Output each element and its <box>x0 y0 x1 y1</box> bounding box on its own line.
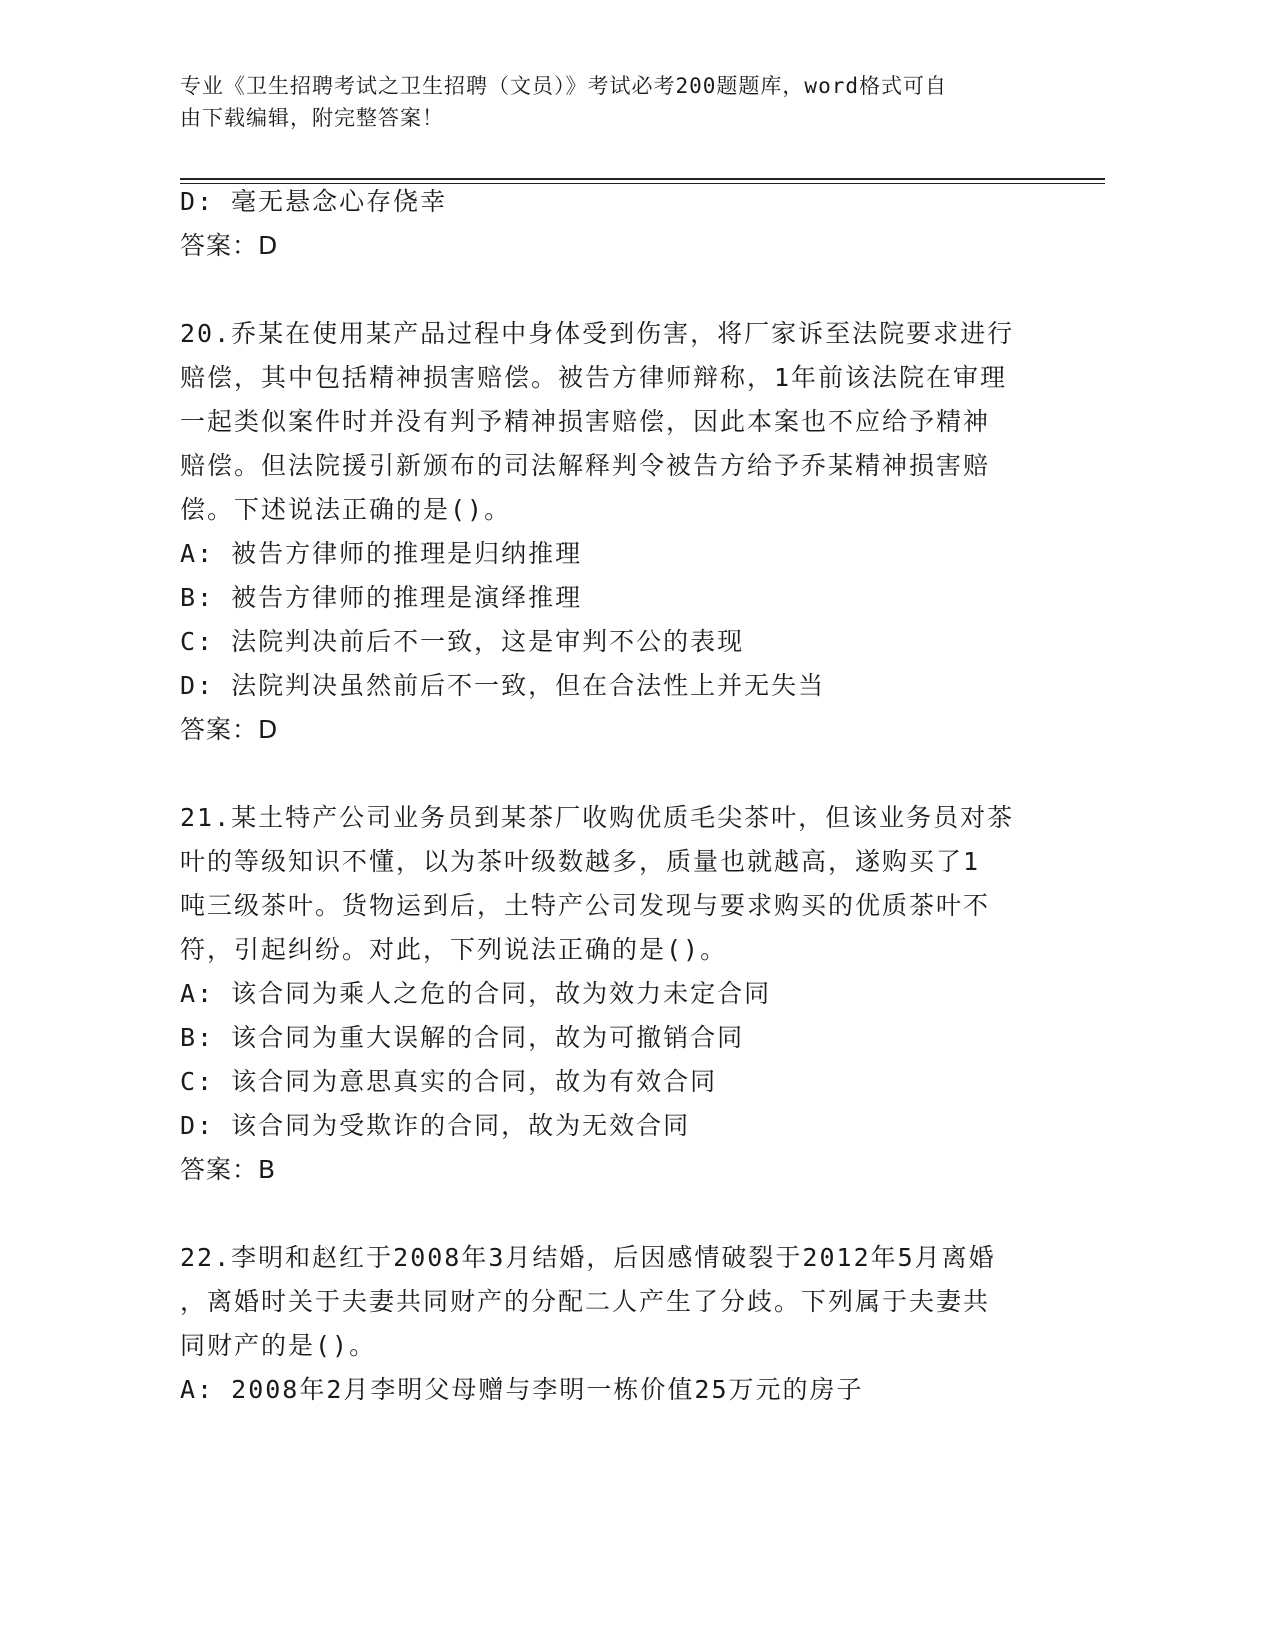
answer-line: 答案：D <box>180 715 279 744</box>
question-stem-line: 符，引起纠纷。对此，下列说法正确的是()。 <box>180 935 728 964</box>
option-d: D: 毫无悬念心存侥幸 <box>180 187 448 216</box>
answer-line: 答案：B <box>180 1155 277 1184</box>
option-b: B: 被告方律师的推理是演绎推理 <box>180 583 583 612</box>
option-d: D: 该合同为受欺诈的合同，故为无效合同 <box>180 1111 691 1140</box>
spacer <box>180 268 1050 312</box>
question-stem-line: 一起类似案件时并没有判予精神损害赔偿，因此本案也不应给予精神 <box>180 407 991 436</box>
answer-line: 答案：D <box>180 231 279 260</box>
header-line-2: 由下载编辑，附完整答案！ <box>180 106 444 130</box>
spacer <box>180 1192 1050 1236</box>
question-stem-line: ，离婚时关于夫妻共同财产的分配二人产生了分歧。下列属于夫妻共 <box>180 1287 991 1316</box>
question-stem-line: 赔偿。但法院援引新颁布的司法解释判令被告方给予乔某精神损害赔 <box>180 451 991 480</box>
option-a: A: 该合同为乘人之危的合同，故为效力未定合同 <box>180 979 772 1008</box>
question-stem-line: 赔偿，其中包括精神损害赔偿。被告方律师辩称，1年前该法院在审理 <box>180 363 1008 392</box>
document-body <box>180 180 1050 1412</box>
header-line-1: 专业《卫生招聘考试之卫生招聘（文员）》考试必考200题题库，word格式可自 <box>180 74 947 98</box>
option-a: A: 2008年2月李明父母赠与李明一栋价值25万元的房子 <box>180 1375 864 1404</box>
question-stem-line: 吨三级茶叶。货物运到后，土特产公司发现与要求购买的优质茶叶不 <box>180 891 991 920</box>
option-d: D: 法院判决虽然前后不一致，但在合法性上并无失当 <box>180 671 826 700</box>
previous-question-tail <box>180 180 1050 268</box>
question-stem-line: 偿。下述说法正确的是()。 <box>180 495 512 524</box>
question-21 <box>180 796 1050 1192</box>
question-stem-line: 20.乔某在使用某产品过程中身体受到伤害，将厂家诉至法院要求进行 <box>180 319 1015 348</box>
question-stem-line: 同财产的是()。 <box>180 1331 377 1360</box>
question-stem-line: 22.李明和赵红于2008年3月结婚，后因感情破裂于2012年5月离婚 <box>180 1243 996 1272</box>
spacer <box>180 752 1050 796</box>
option-a: A: 被告方律师的推理是归纳推理 <box>180 539 583 568</box>
question-stem-line: 21.某土特产公司业务员到某茶厂收购优质毛尖茶叶，但该业务员对茶 <box>180 803 1015 832</box>
question-20 <box>180 312 1050 752</box>
option-b: B: 该合同为重大误解的合同，故为可撤销合同 <box>180 1023 745 1052</box>
option-c: C: 该合同为意思真实的合同，故为有效合同 <box>180 1067 718 1096</box>
question-22 <box>180 1236 1050 1412</box>
option-c: C: 法院判决前后不一致，这是审判不公的表现 <box>180 627 745 656</box>
question-stem-line: 叶的等级知识不懂，以为茶叶级数越多，质量也就越高，遂购买了1 <box>180 847 981 876</box>
document-header <box>180 70 1040 134</box>
